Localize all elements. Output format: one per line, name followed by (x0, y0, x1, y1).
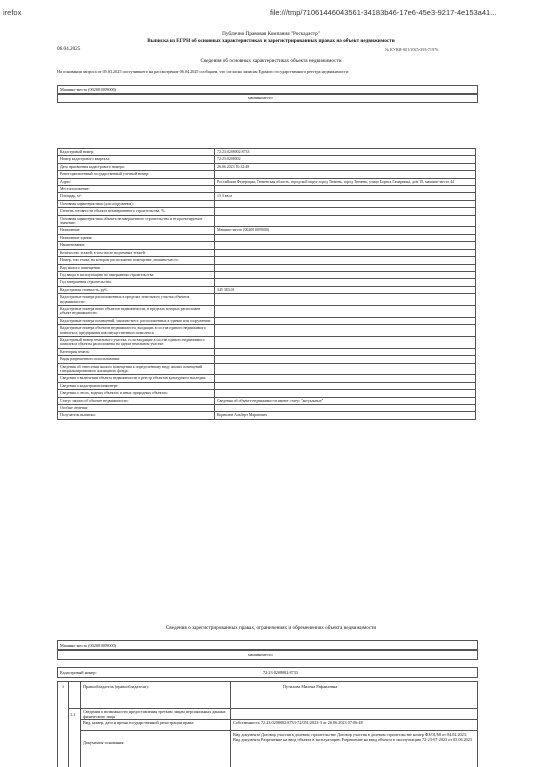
characteristic-value: 13.3 кв.м (215, 193, 476, 200)
characteristic-row (58, 317, 476, 324)
rights-cad-value: 72:23:0208002:8733 (263, 670, 298, 675)
characteristic-value (215, 208, 476, 215)
characteristic-label: Степень готовности объекта незавершенного строительства, %: (58, 208, 215, 215)
characteristic-row (58, 286, 476, 293)
characteristic-value (215, 249, 476, 256)
characteristic-label: Основная характеристика (для сооружения): (58, 200, 215, 207)
characteristic-row (58, 227, 476, 234)
characteristic-label: Назначение здания: (58, 234, 215, 241)
characteristic-label: Кадастровые номера иных объектов недвижимости, в пределах которых расположен объект недвижимости: (58, 305, 215, 317)
characteristic-row (58, 186, 476, 193)
characteristic-label: Год ввода в эксплуатацию по завершении строительства: (58, 271, 215, 278)
registration-value: Собственность 72:23:0208002:8733-72/051/2023-3 от 26.06.2023 07:06:48 (233, 720, 363, 725)
characteristic-row (58, 193, 476, 200)
characteristic-value (215, 257, 476, 264)
characteristic-row (58, 178, 476, 185)
characteristic-value: Машино-место (002001009000) (215, 227, 476, 234)
characteristic-label: Основная характеристика объекта незавершенного строительства и ее проектируемое значение: (58, 215, 215, 227)
characteristic-row (58, 156, 476, 163)
characteristic-value (215, 271, 476, 278)
characteristic-value (215, 264, 476, 271)
characteristic-label: Категория земель: (58, 348, 215, 355)
characteristic-label: Дата присвоения кадастрового номера: (58, 163, 215, 170)
characteristic-label: Статус записи об объекте недвижимости: (58, 397, 215, 404)
characteristic-value (215, 382, 476, 389)
rights-cad-row (57, 667, 478, 678)
characteristic-value (215, 356, 476, 363)
characteristic-row (58, 305, 476, 317)
characteristic-row (58, 257, 476, 264)
characteristic-row (58, 348, 476, 355)
characteristic-value: 345 383.01 (215, 286, 476, 293)
characteristic-row (58, 336, 476, 348)
org-name: Публично Правовая Компания "Роскадастр" (222, 31, 320, 37)
intro-text: На основании запроса от 05.03.2025 поступившего на рассмотрение 06.04.2025 сообщаем, что согласно записям Единого государственного реестра недвижимости: (57, 69, 350, 74)
characteristic-label: Особые отметки: (58, 405, 215, 412)
characteristic-label: Год завершения строительства: (58, 279, 215, 286)
col-divider-3 (230, 682, 231, 767)
characteristic-label: Наименование: (58, 242, 215, 249)
characteristic-row (58, 242, 476, 249)
characteristic-label: Местоположение: (58, 186, 215, 193)
characteristic-value (215, 363, 476, 375)
row-1-number: 1 (62, 684, 65, 689)
characteristic-label: Номер, тип этажа, на котором расположено помещение, машино-место: (58, 257, 215, 264)
registration-label: Вид, номер, дата и время государственной регистрации права: (83, 720, 195, 725)
characteristic-value: 26.06.2023 10:32:48 (215, 163, 476, 170)
characteristic-label: Сведения об отнесении жилого помещения к определенному виду жилых помещений специализированного жилищного фонда: (58, 363, 215, 375)
characteristic-value (215, 390, 476, 397)
characteristic-value (215, 317, 476, 324)
characteristic-label: Площадь, м²: (58, 193, 215, 200)
characteristic-label: Кадастровые номера объектов недвижимости, входящих в состав единого недвижимого комплекса, предприятия как имущественного комплекса: (58, 325, 215, 337)
rights-table (57, 681, 478, 767)
characteristic-value: Российская Федерация, Тюменская область, городской округ город Тюмень, город Тюмень, улица Бориса Гамарника, дом 10, машино-место 44 (215, 178, 476, 185)
row-divider-3 (80, 730, 477, 731)
holder-value: Путилова Милена Рафаилевна (283, 684, 338, 689)
characteristic-value: Корнилов Альберт Маратович (215, 412, 476, 419)
documents-label: Документы-основания: (83, 740, 125, 745)
share-label: Сведения о возможности предоставления третьим лицам персональных данных физического лица (83, 709, 226, 719)
object-label: машиноместо (248, 95, 273, 100)
document-title: Выписка из ЕГРН об основных характеристиках и зарегистрированных правах на объект недвижимости (147, 38, 395, 44)
holder-label: Правообладатель (правообладатели): (83, 684, 149, 689)
characteristic-row (58, 200, 476, 207)
characteristic-label: Назначение: (58, 227, 215, 234)
characteristic-value (215, 279, 476, 286)
characteristic-row (58, 249, 476, 256)
characteristic-label: Количество этажей, в том числе подземных этажей: (58, 249, 215, 256)
characteristic-row (58, 382, 476, 389)
characteristic-row (58, 149, 476, 156)
rights-cad-label: Кадастровый номер: (60, 670, 97, 675)
characteristic-row (58, 375, 476, 382)
characteristic-label: Виды разрешенного использования: (58, 356, 215, 363)
characteristic-row (58, 405, 476, 412)
characteristic-row (58, 163, 476, 170)
characteristic-value (215, 171, 476, 178)
characteristic-value (215, 294, 476, 306)
characteristic-row (58, 294, 476, 306)
characteristic-row (58, 356, 476, 363)
characteristic-value (215, 336, 476, 348)
characteristic-row (58, 325, 476, 337)
characteristic-label: Сведения о включении объекта недвижимости в реестр объектов культурного наследия: (58, 375, 215, 382)
characteristic-row (58, 397, 476, 404)
characteristic-value (215, 242, 476, 249)
characteristic-row (58, 215, 476, 227)
characteristic-row (58, 363, 476, 375)
rights-object-label: машиноместо (248, 652, 273, 657)
characteristic-value (215, 234, 476, 241)
characteristic-row (58, 264, 476, 271)
characteristic-value (215, 186, 476, 193)
viewer-header (0, 6, 542, 20)
characteristic-row (58, 234, 476, 241)
object-type: Машино-место (002001009000) (60, 87, 117, 92)
document-number: № КУВИ-001/2025-395-71976 (385, 47, 439, 52)
characteristic-row (58, 279, 476, 286)
characteristic-label: Вид жилого помещения: (58, 264, 215, 271)
characteristics-table (57, 148, 476, 420)
characteristic-value (215, 305, 476, 317)
rights-object-label-row (57, 649, 478, 660)
characteristic-label: Кадастровый номер: (58, 149, 215, 156)
characteristic-label: Получатель выписки: (58, 412, 215, 419)
section-title: Сведения об основных характеристиках объекта недвижимости (200, 58, 342, 64)
characteristic-label: Номер кадастрового квартала: (58, 156, 215, 163)
characteristic-label: Кадастровые номера расположенных в пределах земельного участка объектов недвижимости: (58, 294, 215, 306)
characteristic-value (215, 200, 476, 207)
characteristic-row (58, 390, 476, 397)
file-url[interactable]: file:///tmp/71061446043561-34183b46-17e6-45e3-9217-4e153a41... (270, 8, 497, 17)
characteristic-value: 72:23:0208002:8733 (215, 149, 476, 156)
characteristic-value (215, 325, 476, 337)
browser-label: irefox (3, 8, 22, 17)
characteristic-value: Сведения об объекте недвижимости имеют статус "актуальные" (215, 397, 476, 404)
characteristic-label: Адрес: (58, 178, 215, 185)
rights-section-title: Сведения о зарегистрированных правах, ограничениях и обременениях объекта недвижимости (165, 625, 377, 631)
characteristic-value (215, 375, 476, 382)
col-divider-1 (68, 682, 69, 767)
col-divider-2 (80, 682, 81, 767)
documents-value: Вид документа Договор участия в долевом строительстве Договор участия в долевом строительстве номер ФЗ/01/68 от 04.02.2023; Вид документа Разрешение на ввод объекта в эксплуатацию Разрешение на ввод объекта в эксплуатацию 72-23-07-2023 от 05.06.2023 (233, 732, 472, 742)
characteristic-label: Сведения о лесах, водных объектах и иных природных объектах: (58, 390, 215, 397)
characteristic-row (58, 412, 476, 419)
characteristic-value: 72:23:0208002 (215, 156, 476, 163)
characteristic-value (215, 215, 476, 227)
characteristic-value (215, 405, 476, 412)
characteristic-row (58, 171, 476, 178)
object-label-row (57, 93, 478, 103)
characteristic-label: Кадастровая стоимость, руб.: (58, 286, 215, 293)
characteristic-row (58, 271, 476, 278)
characteristic-label: Ранее присвоенный государственный учетный номер: (58, 171, 215, 178)
row-1-1-number: 1.1 (70, 712, 76, 717)
characteristic-label: Кадастровый номер земельного участка, если входящие в состав единого недвижимого комплекса объекты расположены на одном земельном участке: (58, 336, 215, 348)
characteristic-label: Кадастровые номера помещений, машино-мест, расположенных в здании или сооружении: (58, 317, 215, 324)
rights-object-type: Машино-место (002001009000) (60, 643, 117, 648)
document-date: 06.04.2025 (57, 46, 81, 52)
characteristic-label: Сведения о кадастровом инженере: (58, 382, 215, 389)
characteristic-row (58, 208, 476, 215)
characteristic-value (215, 348, 476, 355)
